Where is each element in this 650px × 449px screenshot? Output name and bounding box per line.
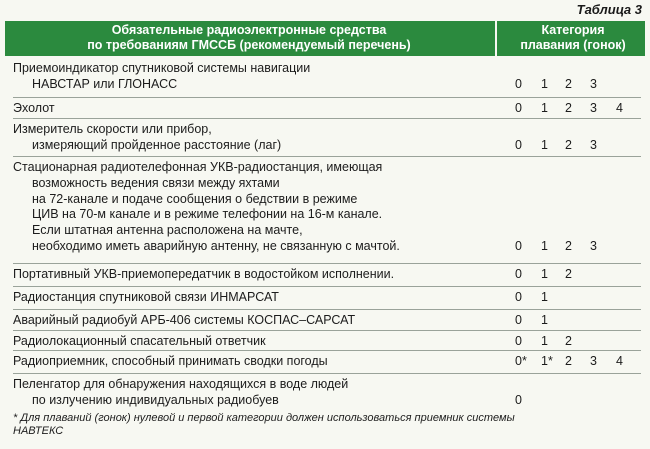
description-line: Пеленгатор для обнаружения находящихся в воде людей [13,377,349,391]
category-3: 3 [590,137,597,152]
category-1: 1 [541,290,548,304]
category-0: 0 [515,313,522,327]
category-0: 0 [515,137,522,152]
row-categories [511,239,641,255]
header-category-line1: Категория [541,23,605,37]
header-equipment-line1: Обязательные радиоэлектронные средства [111,23,387,37]
row-categories [511,77,641,93]
category-0: 0 [515,76,522,91]
table-row [13,351,641,374]
category-1: 1 [541,313,548,327]
category-1: 1 [541,76,548,91]
description-line: Если штатная антенна расположена на мачте, [32,223,303,238]
table-row [13,98,641,119]
description-line: ЦИВ на 70-м канале и в режиме телефонии на 16-м канале. [32,207,383,222]
category-1: 1 [541,267,548,281]
row-categories [511,393,641,409]
category-2: 2 [565,334,572,348]
table-row [13,264,641,287]
header-divider [495,21,497,56]
category-2: 2 [565,267,572,281]
category-0: 0 [515,290,522,304]
category-4: 4 [616,101,623,115]
category-2: 2 [565,354,572,368]
row-description [13,313,493,329]
description-line: возможность ведения связи между яхтами [32,175,280,190]
footnote [13,412,633,438]
category-3: 3 [590,101,597,115]
description-line: Радиолокационный спасательный ответчик [13,334,266,348]
category-0: 0 [515,239,522,253]
row-description [13,122,493,154]
row-categories [511,138,641,154]
category-0: 0 [515,392,522,407]
table-caption: Таблица 3 [576,2,642,17]
description-line: Радиоприемник, способный принимать сводки погоды [13,354,328,368]
table-row [13,374,641,410]
description-line: Эхолот [13,101,55,115]
category-3: 3 [590,354,597,368]
row-description [13,334,493,350]
description-line: необходимо иметь аварийную антенну, не связанную с мачтой. [32,238,400,253]
category-2: 2 [565,239,572,253]
category-3: 3 [590,239,597,253]
row-description [13,101,493,117]
row-categories [511,313,641,329]
row-description [13,267,493,283]
category-1: 1* [541,354,553,368]
description-line: Стационарная радиотелефонная УКВ-радиостанция, имеющая [13,160,383,174]
table-row [13,58,641,98]
category-2: 2 [565,137,572,152]
row-categories [511,334,641,350]
row-description [13,377,493,409]
description-line: Приемоиндикатор спутниковой системы навигации [13,61,311,75]
table-row [13,287,641,310]
row-categories [511,267,641,283]
category-0: 0 [515,334,522,348]
footnote-line2: НАВТЕКС [13,425,64,437]
row-description [13,61,493,93]
category-1: 1 [541,137,548,152]
table-row [13,331,641,351]
row-categories [511,290,641,306]
table-row [13,119,641,157]
description-line: по излучению индивидуальных радиобуев [32,392,279,407]
header-category-column [501,23,645,53]
row-categories [511,354,641,370]
description-line: Радиостанция спутниковой связи ИНМАРСАТ [13,290,279,304]
category-0: 0 [515,101,522,115]
category-2: 2 [565,76,572,91]
header-equipment-column [9,23,489,53]
description-line: на 72-канале и подаче сообщения о бедствии в режиме [32,191,358,206]
header-equipment-line2: по требованиям ГМССБ (рекомендуемый перечень) [87,38,411,52]
category-3: 3 [590,76,597,91]
description-line: Аварийный радиобуй АРБ-406 системы КОСПАС–САРСАТ [13,313,356,327]
category-4: 4 [616,354,623,368]
footnote-line1: * Для плаваний (гонок) нулевой и первой категории должен использоваться приемник системы [13,412,515,424]
table-header [5,21,645,56]
table-row [13,157,641,264]
category-1: 1 [541,101,548,115]
row-description [13,160,493,255]
table-row [13,310,641,331]
description-line: Измеритель скорости или прибор, [13,122,212,136]
category-1: 1 [541,334,548,348]
category-1: 1 [541,239,548,253]
category-2: 2 [565,101,572,115]
category-0: 0 [515,267,522,281]
row-description [13,290,493,306]
description-line: НАВСТАР или ГЛОНАСС [32,76,178,91]
row-description [13,354,493,370]
description-line: Портативный УКВ-приемопередатчик в водостойком исполнении. [13,267,395,281]
row-categories [511,101,641,117]
header-category-line2: плавания (гонок) [520,38,626,52]
category-0: 0* [515,354,527,368]
description-line: измеряющий пройденное расстояние (лаг) [32,137,282,152]
